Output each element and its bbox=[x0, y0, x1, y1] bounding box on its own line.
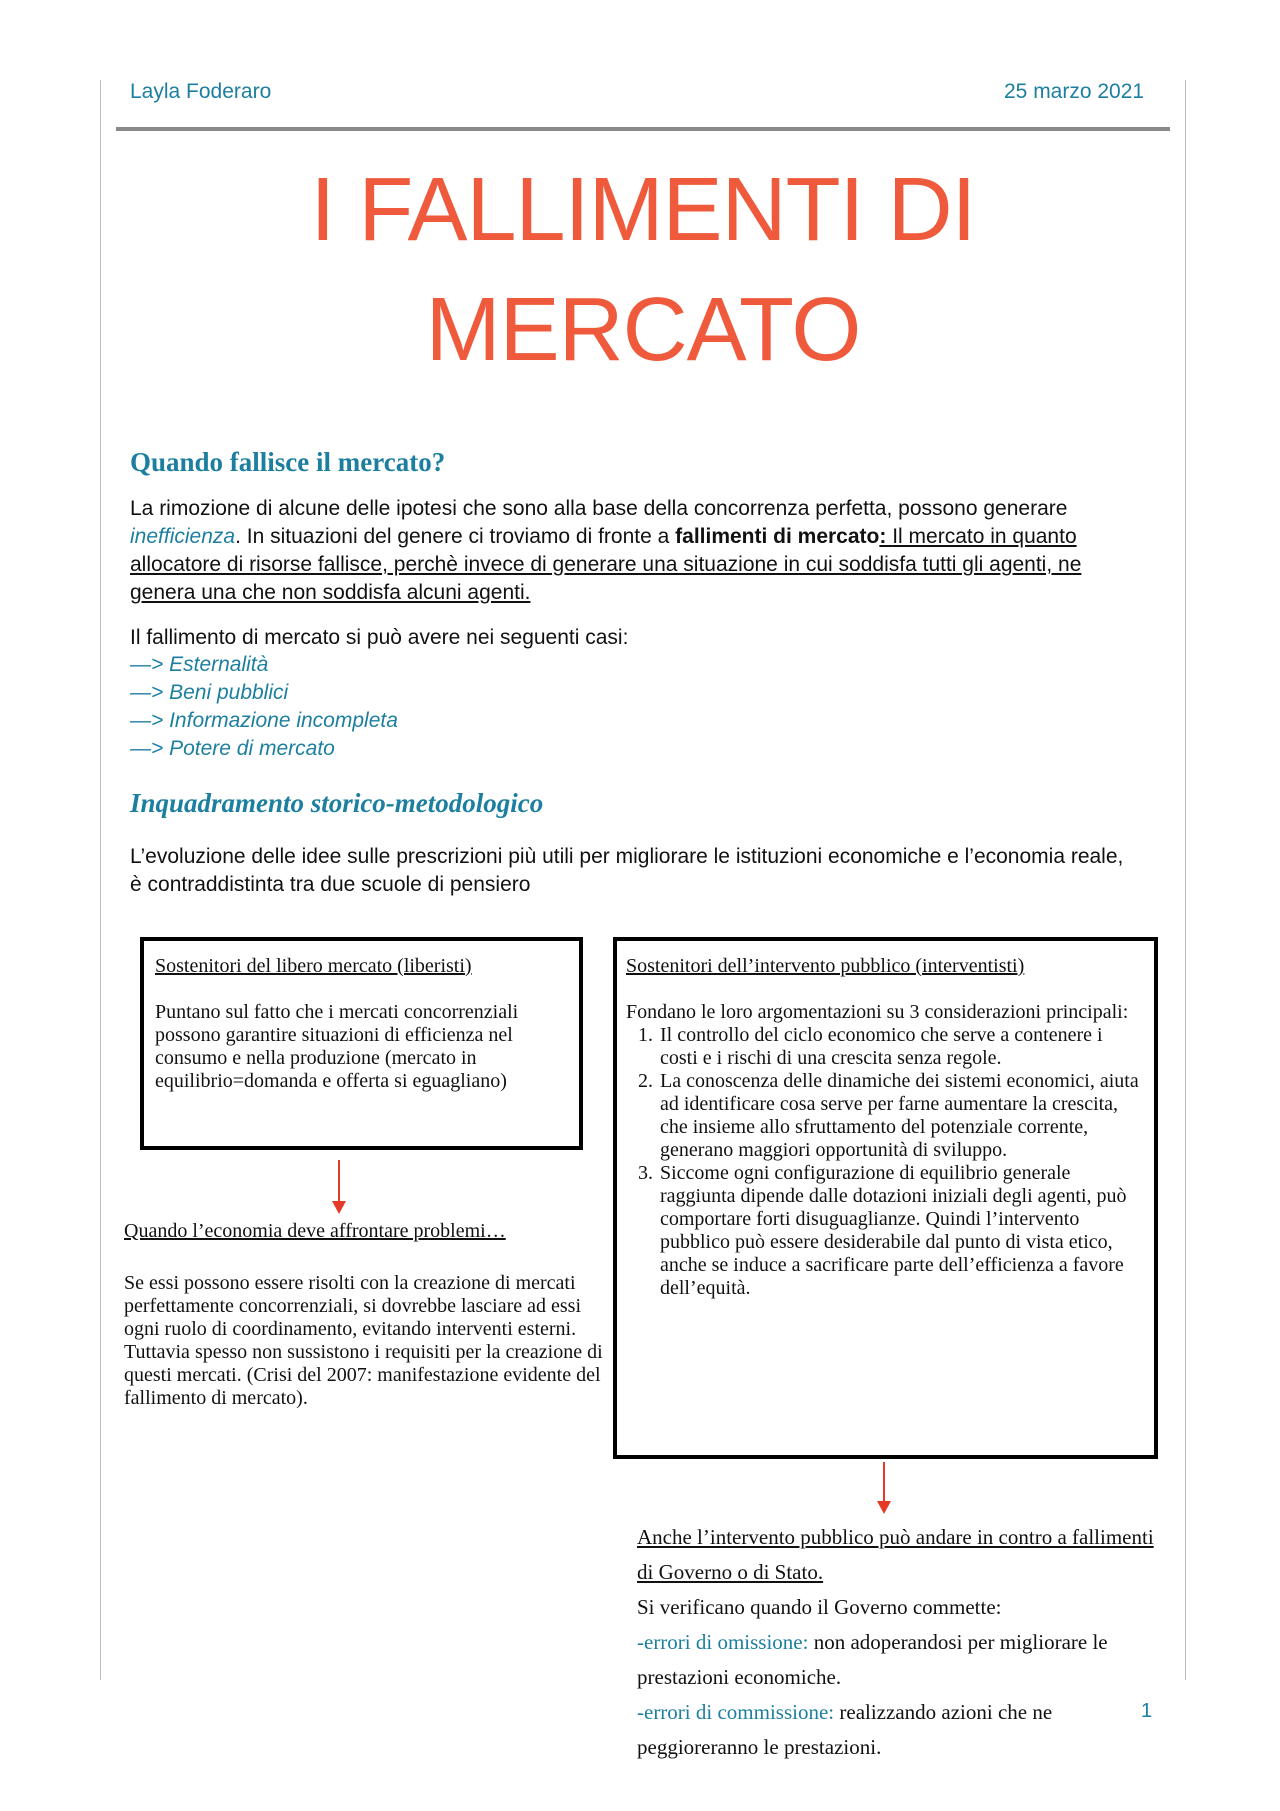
interventisti-box-intro: Fondano le loro argomentazioni su 3 considerazioni principali: bbox=[626, 1001, 1129, 1023]
header-date: 25 marzo 2021 bbox=[1004, 80, 1145, 103]
considerazioni-list bbox=[626, 1024, 1140, 1300]
list-item: 1. Il controllo del ciclo economico che serve a contenere i costi e i rischi di una crescita senza regole. bbox=[658, 1024, 1140, 1070]
interventisti-box bbox=[613, 937, 1158, 1459]
interventisti-box-title: Sostenitori dell’intervento pubblico (interventisti) bbox=[626, 955, 1025, 977]
list-item: 2. La conoscenza delle dinamiche dei sistemi economici, aiuta ad identificare cosa serve per farne aumentare la crescita, che insieme allo sfruttamento del potenziale corrente, generano maggiori opportunità di sviluppo. bbox=[658, 1070, 1140, 1162]
header-author: Layla Foderaro bbox=[130, 80, 272, 103]
case-item: —> Potere di mercato bbox=[130, 737, 335, 760]
arrow-down-left bbox=[338, 1160, 340, 1202]
cases-intro: Il fallimento di mercato si può avere nei seguenti casi: bbox=[130, 626, 629, 649]
right-below-title: Anche l’intervento pubblico può andare in contro a fallimenti di Governo o di Stato. bbox=[637, 1525, 1154, 1584]
liberisti-box bbox=[140, 937, 583, 1150]
liberisti-box-body: Puntano sul fatto che i mercati concorrenziali possono garantire situazioni di efficienza nel consumo e nella produzione (mercato in equilibrio=domanda e offerta si eguagliano) bbox=[155, 1001, 519, 1092]
right-below-section bbox=[637, 1520, 1157, 1765]
section2-paragraph: L’evoluzione delle idee sulle prescrizioni più utili per migliorare le istituzioni economiche e l’economia reale, è contraddistinta tra due scuole di pensiero bbox=[130, 845, 1124, 896]
section-heading-1: Quando fallisce il mercato? bbox=[130, 447, 446, 477]
case-item: —> Informazione incompleta bbox=[130, 709, 398, 732]
case-item: —> Beni pubblici bbox=[130, 681, 289, 704]
right-below-intro: Si verificano quando il Governo commette: bbox=[637, 1595, 1002, 1619]
underlined-definition: Il mercato in quanto allocatore di risorse fallisce, perchè invece di generare una situazione in cui soddisfa tutti gli agenti, ne genera una che non soddisfa alcuni agenti. bbox=[130, 525, 1082, 604]
right-margin-line bbox=[1185, 80, 1186, 1680]
error-omissione: -errori di omissione: non adoperandosi per migliorare le prestazioni economiche. bbox=[637, 1630, 1108, 1689]
error-commissione: -errori di commissione: realizzando azioni che ne peggioreranno le prestazioni. bbox=[637, 1700, 1053, 1759]
left-below-body: Se essi possono essere risolti con la creazione di mercati perfettamente concorrenziali, si dovrebbe lasciare ad essi ogni ruolo di coordinamento, evitando interventi esterni. Tuttavia spesso non sussistono i requisiti per la creazione di questi mercati. (Crisi del 2007: manifestazione evidente del fallimento di mercato). bbox=[124, 1272, 603, 1409]
page-title-line1: I FALLIMENTI DI bbox=[310, 160, 976, 260]
page-title-line2: MERCATO bbox=[425, 280, 861, 380]
left-below-title: Quando l’economia deve affrontare problemi… bbox=[124, 1220, 506, 1242]
list-item: 3. Siccome ogni configurazione di equilibrio generale raggiunta dipende dalle dotazioni iniziali degli agenti, può comportare forti disuguaglianze. Quindi l’intervento pubblico può essere desiderabile dal punto di vista etico, anche se induce a sacrificare parte dell’efficienza a favore dell’equità. bbox=[658, 1162, 1140, 1300]
page-number: 1 bbox=[1141, 1700, 1153, 1722]
section-heading-2: Inquadramento storico-metodologico bbox=[130, 788, 544, 818]
fallimenti-term: fallimenti di mercato bbox=[675, 525, 880, 548]
inefficienza-term: inefficienza bbox=[130, 525, 236, 548]
left-margin-line bbox=[100, 80, 101, 1680]
header-rule bbox=[116, 127, 1170, 131]
section1-paragraph: La rimozione di alcune delle ipotesi che sono alla base della concorrenza perfetta, possono generare inefficienza. In situazioni del genere ci troviamo di fronte a fallimenti di mercato: Il mercato in quanto allocatore di risorse fallisce, perchè invece di generare una situazione in cui soddisfa tutti gli agenti, ne genera una che non soddisfa alcuni agenti. bbox=[130, 497, 1082, 604]
liberisti-box-title: Sostenitori del libero mercato (liberisti) bbox=[155, 955, 472, 977]
arrow-down-right bbox=[883, 1462, 885, 1502]
case-item: —> Esternalità bbox=[130, 653, 269, 676]
